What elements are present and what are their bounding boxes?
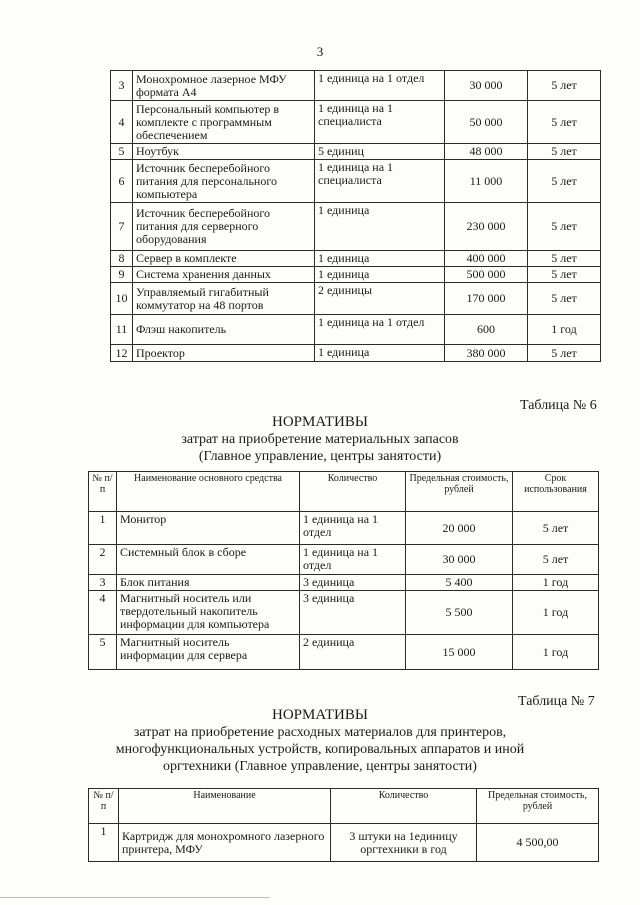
- cell-price: 230 000: [445, 203, 528, 251]
- cell-qty: 1 единица на 1 отдел: [315, 315, 445, 345]
- cell-n: 3: [89, 575, 117, 591]
- table-header-row: [89, 472, 599, 512]
- table7-subtitle-line2: многофункциональных устройств, копировальных аппаратов и иной: [115, 742, 525, 757]
- cell-price: 5 500: [406, 591, 513, 635]
- header-name: Наименование: [119, 789, 331, 824]
- cell-n: 1: [89, 824, 119, 862]
- cell-qty: 2 единица: [300, 635, 406, 670]
- cell-term: 1 год: [528, 315, 601, 345]
- cell-term: 5 лет: [528, 203, 601, 251]
- header-term: Срок использования: [513, 472, 599, 512]
- cell-name: Блок питания: [117, 575, 300, 591]
- header-number: № п/п: [89, 789, 119, 824]
- table-row: [111, 160, 601, 203]
- cell-price: 50 000: [445, 101, 528, 144]
- cell-name: Проектор: [133, 345, 315, 362]
- cell-term: 5 лет: [513, 512, 599, 545]
- cell-term: 5 лет: [528, 144, 601, 160]
- cell-name: Персональный компьютер в комплекте с программным обеспечением: [133, 101, 315, 144]
- table-row: [111, 71, 601, 101]
- cell-price: 20 000: [406, 512, 513, 545]
- cell-price: 4 500,00: [477, 824, 599, 862]
- cell-n: 2: [89, 545, 117, 575]
- cell-qty: 1 единица на 1 отдел: [300, 512, 406, 545]
- supplies-table: [88, 788, 599, 862]
- page-edge-line: [0, 897, 270, 898]
- cell-name: Флэш накопитель: [133, 315, 315, 345]
- cell-price: 15 000: [406, 635, 513, 670]
- table7-subtitle-line3: оргтехники (Главное управление, центры занятости): [163, 759, 477, 774]
- table-row: [111, 101, 601, 144]
- cell-price: 380 000: [445, 345, 528, 362]
- cell-n: 6: [111, 160, 133, 203]
- table-row: [111, 283, 601, 315]
- cell-price: 170 000: [445, 283, 528, 315]
- table-row: [89, 575, 599, 591]
- cell-name: Картридж для монохромного лазерного принтера, МФУ: [119, 824, 331, 862]
- cell-price: 400 000: [445, 251, 528, 267]
- table6-title: НОРМАТИВЫ: [272, 414, 368, 430]
- table-header-row: [89, 789, 599, 824]
- table-row: [89, 545, 599, 575]
- table-row: [111, 345, 601, 362]
- cell-name: Сервер в комплекте: [133, 251, 315, 267]
- cell-qty: 2 единицы: [315, 283, 445, 315]
- cell-qty: 5 единиц: [315, 144, 445, 160]
- table-row: [111, 251, 601, 267]
- cell-name: Система хранения данных: [133, 267, 315, 283]
- table6-subtitle-line1: затрат на приобретение материальных запасов: [181, 432, 459, 447]
- table-row: [89, 824, 599, 862]
- cell-n: 5: [89, 635, 117, 670]
- table7-title: НОРМАТИВЫ: [272, 707, 368, 723]
- cell-price: 5 400: [406, 575, 513, 591]
- table6-label: Таблица № 6: [520, 398, 597, 413]
- equipment-table-continued: [110, 70, 601, 362]
- cell-n: 5: [111, 144, 133, 160]
- cell-price: 600: [445, 315, 528, 345]
- cell-n: 12: [111, 345, 133, 362]
- table7-subtitle-line1: затрат на приобретение расходных материалов для принтеров,: [133, 725, 507, 740]
- cell-name: Ноутбук: [133, 144, 315, 160]
- cell-term: 5 лет: [528, 71, 601, 101]
- cell-term: 5 лет: [528, 267, 601, 283]
- header-name: Наименование основного средства: [117, 472, 300, 512]
- table-row: [111, 144, 601, 160]
- cell-n: 11: [111, 315, 133, 345]
- cell-name: Системный блок в сборе: [117, 545, 300, 575]
- table-row: [89, 635, 599, 670]
- cell-name: Управляемый гигабитный коммутатор на 48 портов: [133, 283, 315, 315]
- table-row: [89, 512, 599, 545]
- cell-qty: 1 единица: [315, 345, 445, 362]
- cell-qty: 1 единица: [315, 267, 445, 283]
- cell-term: 1 год: [513, 635, 599, 670]
- table-row: [111, 315, 601, 345]
- table-row: [111, 267, 601, 283]
- cell-name: Монитор: [117, 512, 300, 545]
- cell-n: 1: [89, 512, 117, 545]
- cell-qty: 3 единица: [300, 591, 406, 635]
- cell-name: Источник бесперебойного питания для персонального компьютера: [133, 160, 315, 203]
- cell-price: 30 000: [406, 545, 513, 575]
- table6-subtitle-line2: (Главное управление, центры занятости): [198, 449, 442, 464]
- cell-qty: 3 единица: [300, 575, 406, 591]
- cell-n: 3: [111, 71, 133, 101]
- header-price: Предельная стоимость, рублей: [406, 472, 513, 512]
- cell-qty: 3 штуки на 1единицу оргтехники в год: [331, 824, 477, 862]
- cell-name: Магнитный носитель или твердотельный накопитель информации для компьютера: [117, 591, 300, 635]
- cell-term: 5 лет: [528, 160, 601, 203]
- header-quantity: Количество: [300, 472, 406, 512]
- table7-label: Таблица № 7: [518, 694, 595, 709]
- cell-n: 8: [111, 251, 133, 267]
- table-row: [89, 591, 599, 635]
- cell-term: 5 лет: [528, 101, 601, 144]
- cell-qty: 1 единица на 1 специалиста: [315, 160, 445, 203]
- cell-term: 5 лет: [528, 251, 601, 267]
- cell-term: 1 год: [513, 591, 599, 635]
- materials-table: [88, 471, 599, 670]
- cell-price: 30 000: [445, 71, 528, 101]
- page-number: 3: [316, 44, 324, 59]
- cell-n: 7: [111, 203, 133, 251]
- cell-n: 4: [89, 591, 117, 635]
- cell-term: 5 лет: [528, 283, 601, 315]
- cell-n: 9: [111, 267, 133, 283]
- cell-name: Магнитный носитель информации для сервера: [117, 635, 300, 670]
- header-number: № п/п: [89, 472, 117, 512]
- cell-qty: 1 единица: [315, 203, 445, 251]
- cell-price: 500 000: [445, 267, 528, 283]
- cell-name: Источник бесперебойного питания для серверного оборудования: [133, 203, 315, 251]
- cell-price: 48 000: [445, 144, 528, 160]
- cell-price: 11 000: [445, 160, 528, 203]
- cell-qty: 1 единица на 1 отдел: [315, 71, 445, 101]
- cell-term: 1 год: [513, 575, 599, 591]
- cell-qty: 1 единица на 1 специалиста: [315, 101, 445, 144]
- table-row: [111, 203, 601, 251]
- cell-qty: 1 единица на 1 отдел: [300, 545, 406, 575]
- cell-n: 10: [111, 283, 133, 315]
- header-price: Предельная стоимость, рублей: [477, 789, 599, 824]
- cell-name: Монохромное лазерное МФУ формата А4: [133, 71, 315, 101]
- cell-term: 5 лет: [528, 345, 601, 362]
- cell-qty: 1 единица: [315, 251, 445, 267]
- header-quantity: Количество: [331, 789, 477, 824]
- cell-n: 4: [111, 101, 133, 144]
- cell-term: 5 лет: [513, 545, 599, 575]
